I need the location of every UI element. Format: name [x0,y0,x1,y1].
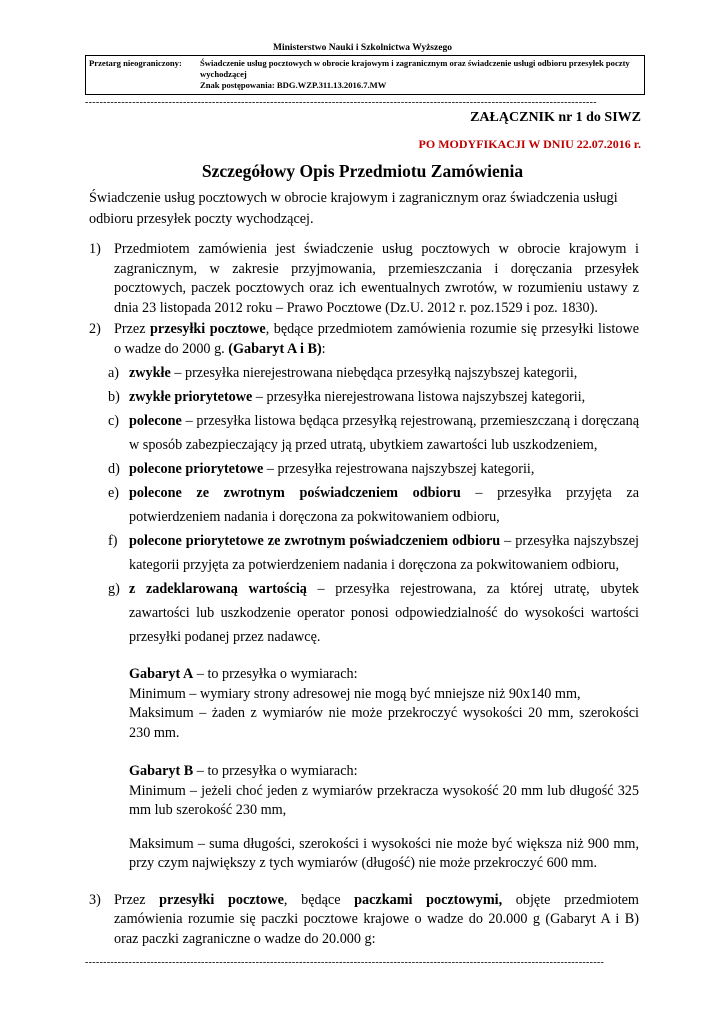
intro-paragraph: Świadczenie usług pocztowych w obrocie krajowym i zagranicznym oraz świadczenia usługi odbioru przesyłek poczty wychodzącej. [89,190,618,227]
subitem [89,385,639,409]
annex-label: ZAŁĄCZNIK nr 1 do SIWZ [470,110,641,125]
item-1-text: Przedmiotem zamówienia jest świadczenie usług pocztowych w obrocie krajowym i zagranicznym, w zakresie przyjmowania, przemieszczania i doręczania przesyłek pocztowych, paczek pocztowych oraz ich ewentualnych zwrotów, w rozumieniu ustawy z dnia 23 listopada 2012 roku – Prawo Pocztowe (Dz.U. 2012 r. poz.1529 i poz. 1830). [114,241,639,316]
modification-note: PO MODYFIKACJI W DNIU 22.07.2016 r. [418,137,641,151]
subitem-term: z zadeklarowaną wartością [129,581,307,597]
subitem-text: – przesyłka nierejestrowana niebędąca przesyłką najszybszej kategorii, [170,365,578,381]
document-body [89,188,639,949]
subitem-text: – przesyłka listowa będąca przesyłką rejestrowaną, przemieszczaną i doręczaną w sposób zabezpieczający ją przed utratą, ubytkiem zawartości lub uszkodzeniem, [129,413,639,453]
document-title: Szczegółowy Opis Przedmiotu Zamówienia [201,161,524,181]
gabaryt-b-name: Gabaryt B [129,763,194,779]
tender-reference: Znak postępowania: BDG.WZP.311.13.2016.7.MW [200,80,387,90]
subitem-term: polecone priorytetowe [129,461,264,477]
gabaryt-b-heading [129,762,639,782]
gabaryt-b-block [89,762,639,874]
item-1-marker: 1) [89,241,101,257]
subitem-text: – przesyłka najszybszej kategorii przyjęta za potwierdzeniem nadania i doręczona za pokwitowaniem odbioru, [129,533,639,573]
subitem-list [89,361,639,649]
subitem-text: – przesyłka nierejestrowana listowa najszybszej kategorii, [252,389,586,405]
tender-details [200,58,641,91]
gabaryt-a-name: Gabaryt A [129,666,194,682]
item-3 [89,891,639,950]
item-2-text: , będące przedmiotem zamówienia rozumie się przesyłki listowe o wadze do 2000 g. [114,321,639,357]
subitem [89,529,639,577]
gabaryt-b-max: Maksimum – suma długości, szerokości i wysokości nie może być większa niż 900 mm, przy czym największy z tych wymiarów (długość) nie może przekroczyć 600 mm. [129,835,639,871]
subitem [89,481,639,529]
subitem-term: polecone [129,413,182,429]
gabaryt-a-max: Maksimum – żaden z wymiarów nie może przekroczyć wysokości 20 mm, szerokości 230 mm. [129,705,639,741]
header-separator: --------------------------------------------------------------------------------------------------------------------------------------------- [85,98,597,108]
subitem-text: – przesyłka rejestrowana, za której utratę, ubytek zawartości lub uszkodzenie operator ponosi odpowiedzialność do wysokości wartości przesyłki podanej przez nadawcę. [129,581,639,645]
subitem-term: polecone priorytetowe ze zwrotnym poświadczeniem odbioru [129,533,501,549]
gabaryt-a-intro: – to przesyłka o wymiarach: [193,666,358,682]
item-3-text: Przez [114,891,160,908]
item-3-text: objęte przedmiotem zamówienia rozumie się paczki pocztowe krajowe o wadze do 20.000 g (Gabaryt A i B) oraz paczki zagraniczne o wadze do 20.000 g: [114,891,639,947]
subitem-marker: c) [108,413,120,429]
subitem-marker: a) [108,365,120,381]
item-1 [89,240,639,318]
subitem-term: zwykłe [129,365,171,381]
subitem-marker: d) [108,461,120,477]
item-2-text: Przez [114,321,151,337]
item-3-text: , będące [283,891,355,908]
gabaryt-a-min: Minimum – wymiary strony adresowej nie mogą być mniejsze niż 90x140 mm, [129,685,581,702]
subitem-text: – przesyłka przyjęta za potwierdzeniem nadania i doręczona za pokwitowaniem odbioru, [129,485,639,525]
gabaryt-b-intro: – to przesyłka o wymiarach: [193,763,358,779]
gabaryt-a-block [89,665,639,743]
item-3-marker: 3) [89,891,101,908]
item-3-term: paczkami pocztowymi, [354,891,503,908]
subitem-marker: b) [108,389,120,405]
item-2-marker: 2) [89,321,101,337]
gabaryt-b-min: Minimum – jeżeli choć jeden z wymiarów przekracza wysokość 20 mm lub długość 325 mm lub szerokość 230 mm, [129,782,639,818]
subitem [89,361,639,385]
subitem-marker: e) [108,485,120,501]
subitem [89,577,639,649]
subitem-text: – przesyłka rejestrowana najszybszej kategorii, [263,461,535,477]
tender-info-box [85,55,645,95]
item-2-text: : [321,340,326,357]
subitem-marker: g) [108,581,120,597]
subitem-marker: f) [108,533,118,549]
item-2-term: przesyłki pocztowe [150,321,266,337]
gabaryt-a-heading [129,665,639,685]
item-2-gabaryt: (Gabaryt A i B) [228,340,322,357]
ministry-header: Ministerstwo Nauki i Szkolnictwa Wyższego [273,43,452,53]
subitem [89,409,639,457]
footer-separator: ----------------------------------------------------------------------------------------------------------------------------------------------- [85,958,605,968]
tender-subject: Świadczenie usług pocztowych w obrocie krajowym i zagranicznym oraz świadczenie usługi odbioru przesyłek poczty wychodzącej [200,58,630,79]
item-3-term: przesyłki pocztowe [159,891,284,908]
subitem-term: polecone ze zwrotnym poświadczeniem odbioru [129,485,461,501]
tender-label: Przetarg nieograniczony: [89,58,182,68]
subitem-term: zwykłe priorytetowe [129,389,253,405]
item-2 [89,320,639,359]
subitem [89,457,639,481]
